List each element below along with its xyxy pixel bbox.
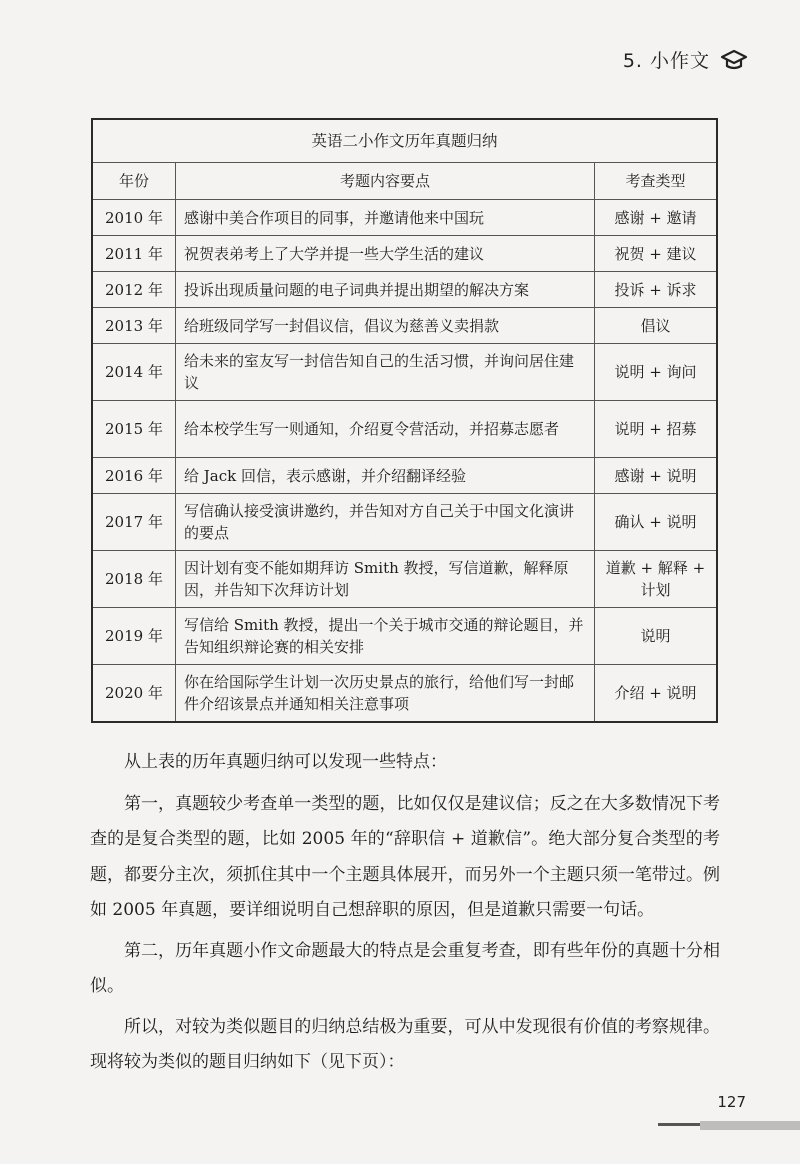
table-title: 英语二小作文历年真题归纳	[92, 119, 717, 163]
row-type: 说明 + 询问	[595, 344, 718, 401]
graduation-cap-icon	[720, 49, 748, 71]
column-header-type: 考查类型	[595, 163, 718, 200]
row-content: 写信确认接受演讲邀约，并告知对方自己关于中国文化演讲的要点	[176, 494, 595, 551]
row-type: 说明	[595, 608, 718, 665]
row-year: 2014 年	[92, 344, 176, 401]
table-row	[92, 551, 717, 608]
row-type: 祝贺 + 建议	[595, 236, 718, 272]
table-row	[92, 458, 717, 494]
row-year: 2020 年	[92, 665, 176, 723]
row-year: 2017 年	[92, 494, 176, 551]
row-type: 介绍 + 说明	[595, 665, 718, 723]
table-row	[92, 308, 717, 344]
row-year: 2011 年	[92, 236, 176, 272]
row-content: 投诉出现质量问题的电子词典并提出期望的解决方案	[176, 272, 595, 308]
row-type: 投诉 + 诉求	[595, 272, 718, 308]
column-header-content: 考题内容要点	[176, 163, 595, 200]
row-type: 感谢 + 邀请	[595, 200, 718, 236]
row-content: 因计划有变不能如期拜访 Smith 教授，写信道歉，解释原因，并告知下次拜访计划	[176, 551, 595, 608]
chapter-title: 5. 小作文	[622, 50, 710, 72]
table-row	[92, 608, 717, 665]
page-header	[623, 46, 748, 73]
table-row	[92, 344, 717, 401]
row-type: 确认 + 说明	[595, 494, 718, 551]
exam-summary-table	[91, 118, 718, 723]
footer-decoration-bar	[658, 1121, 800, 1130]
body-text	[90, 745, 720, 1086]
table-row	[92, 401, 717, 458]
row-year: 2018 年	[92, 551, 176, 608]
row-content: 祝贺表弟考上了大学并提一些大学生活的建议	[176, 236, 595, 272]
row-content: 给 Jack 回信，表示感谢，并介绍翻译经验	[176, 458, 595, 494]
row-content: 你在给国际学生计划一次历史景点的旅行，给他们写一封邮件介绍该景点并通知相关注意事项	[176, 665, 595, 723]
row-year: 2016 年	[92, 458, 176, 494]
paragraph-conclusion: 所以，对较为类似题目的归纳总结极为重要，可从中发现很有价值的考察规律。现将较为类似的题目归纳如下（见下页）：	[90, 1016, 720, 1072]
row-content: 给本校学生写一则通知，介绍夏令营活动，并招募志愿者	[176, 401, 595, 458]
row-content: 写信给 Smith 教授，提出一个关于城市交通的辩论题目，并告知组织辩论赛的相关安排	[176, 608, 595, 665]
row-type: 说明 + 招募	[595, 401, 718, 458]
table-row	[92, 236, 717, 272]
row-year: 2010 年	[92, 200, 176, 236]
paragraph-second-point: 第二，历年真题小作文命题最大的特点是会重复考查，即有些年份的真题十分相似。	[90, 940, 720, 996]
row-content: 感谢中美合作项目的同事，并邀请他来中国玩	[176, 200, 595, 236]
row-year: 2015 年	[92, 401, 176, 458]
row-year: 2019 年	[92, 608, 176, 665]
row-content: 给班级同学写一封倡议信，倡议为慈善义卖捐款	[176, 308, 595, 344]
column-header-year: 年份	[92, 163, 176, 200]
row-year: 2012 年	[92, 272, 176, 308]
table-row	[92, 665, 717, 723]
table-row	[92, 200, 717, 236]
row-type: 倡议	[595, 308, 718, 344]
table-row	[92, 272, 717, 308]
paragraph-first-point: 第一，真题较少考查单一类型的题，比如仅仅是建议信；反之在大多数情况下考查的是复合类型的题，比如 2005 年的“辞职信 + 道歉信”。绝大部分复合类型的考题，都要分主次，须抓住其中一个主题具体展开，而另外一个主题只须一笔带过。例如 2005 年真题，要详细说明自己想辞职的原因，但是道歉只需要一句话。	[90, 793, 720, 920]
row-content: 给未来的室友写一封信告知自己的生活习惯，并询问居住建议	[176, 344, 595, 401]
paragraph-intro: 从上表的历年真题归纳可以发现一些特点：	[124, 752, 447, 772]
table-row	[92, 494, 717, 551]
row-year: 2013 年	[92, 308, 176, 344]
row-type: 感谢 + 说明	[595, 458, 718, 494]
page-number: 127	[717, 1093, 746, 1111]
row-type: 道歉 + 解释 + 计划	[595, 551, 718, 608]
